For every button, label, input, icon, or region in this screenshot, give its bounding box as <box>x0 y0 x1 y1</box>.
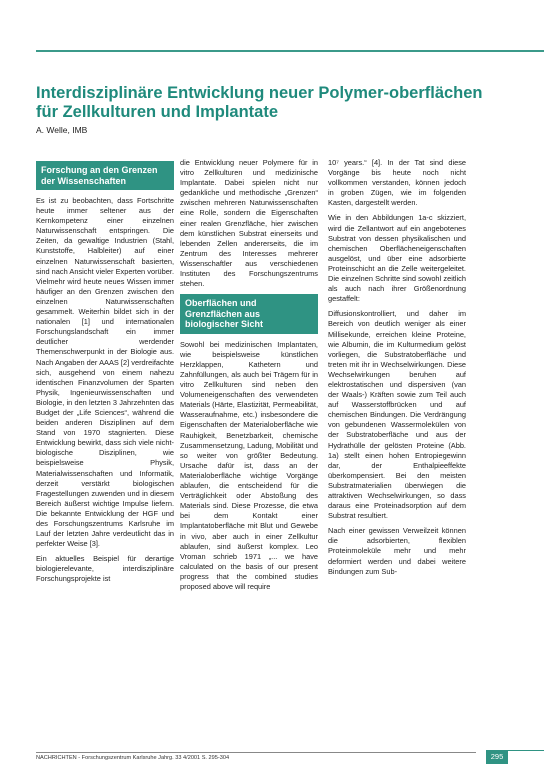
paragraph: die Entwicklung neuer Polymere für in vitro Zellkulturen und medizinische Implantate. Dabei spielen nicht nur gedankliche und methodische „Grenzen“ zwischen mehreren Naturwissenschaften eine Rolle, sondern die Eigenschaften einer realen Grenzfläche, hier zwischen dem künstlichen Substrat einerseits und lebenden Zellen andererseits, die im Zentrum des Interesses mehrerer Wissenschaftler aus verschiedenen Instituten des Forschungszentrums stehen. <box>180 158 318 289</box>
paragraph: Ein aktuelles Beispiel für derartige biologierelevante, interdisziplinäre Forschungsprojekte ist <box>36 554 174 584</box>
author-line: A. Welle, IMB <box>36 125 88 135</box>
paragraph: Nach einer gewissen Verweilzeit können die adsorbierten, flexiblen Proteinmoleküle mehr und mehr deformiert werden und dabei weitere Bindungen zum Sub- <box>328 526 466 576</box>
article-title: Interdisziplinäre Entwicklung neuer Polymer-oberflächen für Zellkulturen und Implantate <box>36 84 483 121</box>
footer-citation: NACHRICHTEN - Forschungszentrum Karlsruhe Jahrg. 33 4/2001 S. 295-304 <box>36 752 476 761</box>
paragraph: 10⁷ years.“ [4]. In der Tat sind diese Vorgänge bis heute noch nicht vollkommen verstanden, können jedoch in groben Zügen, wie im folgenden Kasten, dargestellt werden. <box>328 158 466 208</box>
paragraph: Es ist zu beobachten, dass Fortschritte heute immer seltener aus der Kernkompetenz einer einzelnen Naturwissenschaft entspringen. Die Zeiten, da gewaltige Industrien (Stahl, Kunststoffe, Halbleiter) auf einer einzelnen Naturwissenschaft basierten, sind nach Ansicht vieler Experten vorüber. Vielmehr wird heute neues Wissen immer häufiger an den Grenzen zwischen den einzelnen Naturwissenschaften gesammelt. Weiterhin bildet sich in der nationalen [1] und internationalen Forschungslandschaft ein immer deutlicher werdender Themenschwerpunkt in der Biologie aus. Nach Angaben der AAAS [2] verdreifachte sich, ausgehend von einem nahezu identischen Finanzvolumen der Sparten Physik, Ingenieurwissenschaften und Biologie, in den letzten 3 Jahrzehnten das Budget der „Life Sciences“, während die beiden anderen Disziplinen auf dem Stand von 1970 stagnierten. Diese Entwicklung bewirkt, dass sich viele nicht-biologische Disziplinen, wie beispielsweise Physik, Materialwissenschaften und Informatik, derzeit verstärkt biologischen Fragestellungen zuwenden und in diesem Bereich äußerst wichtige Impulse liefern. Die bekannte Entwicklung der HGF und des Forschungszentrums Karlsruhe im Lauf der letzten Jahre verdeutlicht das in perfekter Weise [3]. <box>36 196 174 549</box>
page-number: 295 <box>486 750 508 764</box>
column-2 <box>180 158 318 597</box>
section-heading: Forschung an den Grenzen der Wissenschaften <box>36 161 174 190</box>
column-3 <box>328 158 466 582</box>
column-1 <box>36 158 174 590</box>
paragraph: Diffusionskontrolliert, und daher im Bereich von deutlich weniger als einer Millisekunde, erreichen kleine Proteine, wie Albumin, die im Kulturmedium gelöst vorliegen, die Substratoberfläche und treten mit ihr in Wechselwirkungen. Diese Wechselwirkungen beruhen auf elektrostatischen und dispersiven (van der Waals-) Kräften sowie zum Teil auch auf Wasserstoffbrücken und auf chemischen Bindungen. Die Verdrängung von gebundenen Wassermolekülen von der Substratoberfläche und aus der Hydrathülle der gelösten Proteine (Abb. 1a) stellt einen hohen Entropiegewinn dar, der Enthalpieeffekte überkompensiert. Bei den meisten Substratmaterialien überwiegen die attraktiven Wechselwirkungen, so dass daraus eine Proteinadsorption auf dem Substrat resultiert. <box>328 309 466 521</box>
top-rule <box>36 50 544 52</box>
paragraph: Sowohl bei medizinischen Implantaten, wie beispielsweise künstlichen Herzklappen, Kathetern und Zahnfüllungen, als auch bei Trägern für in vitro Zellkulturen sind neben den Volumeneigenschaften des verwendeten Materials (Härte, Elastizität, Permeabilität, Wasseraufnahme, etc.) insbesondere die Eigenschaften der Materialoberfläche wie Rauhigkeit, Benetzbarkeit, chemische Zusammensetzung, Ladung, Mobilität und so weiter von größter Bedeutung. Ursache dafür ist, dass an der Materialoberfläche wichtige Vorgänge ablaufen, die entscheidend für die Verträglichkeit oder Abstoßung des Materials sind. Diese Prozesse, die etwa bei dem Kontakt einer Implantatoberfläche mit Blut und Gewebe in vivo, aber auch in einer Zellkultur ablaufen, sind äußerst komplex. Leo Vroman schrieb 1971 „... we have calculated on the basis of our present progress that the combined studies proposed above will require <box>180 339 318 591</box>
section-heading: Oberflächen und Grenzflächen aus biologischer Sicht <box>180 294 318 334</box>
paragraph: Wie in den Abbildungen 1a-c skizziert, wird die Zellantwort auf ein angebotenes Substrat von dessen physikalischen und chemischen Oberflächeneigenschaften ausgelöst, und über eine adsorbierte Proteinschicht an die Zelle weitergeleitet. Die einzelnen Schritte sind sowohl zeitlich als auch nach ihrer Größenordnung gestaffelt: <box>328 213 466 304</box>
